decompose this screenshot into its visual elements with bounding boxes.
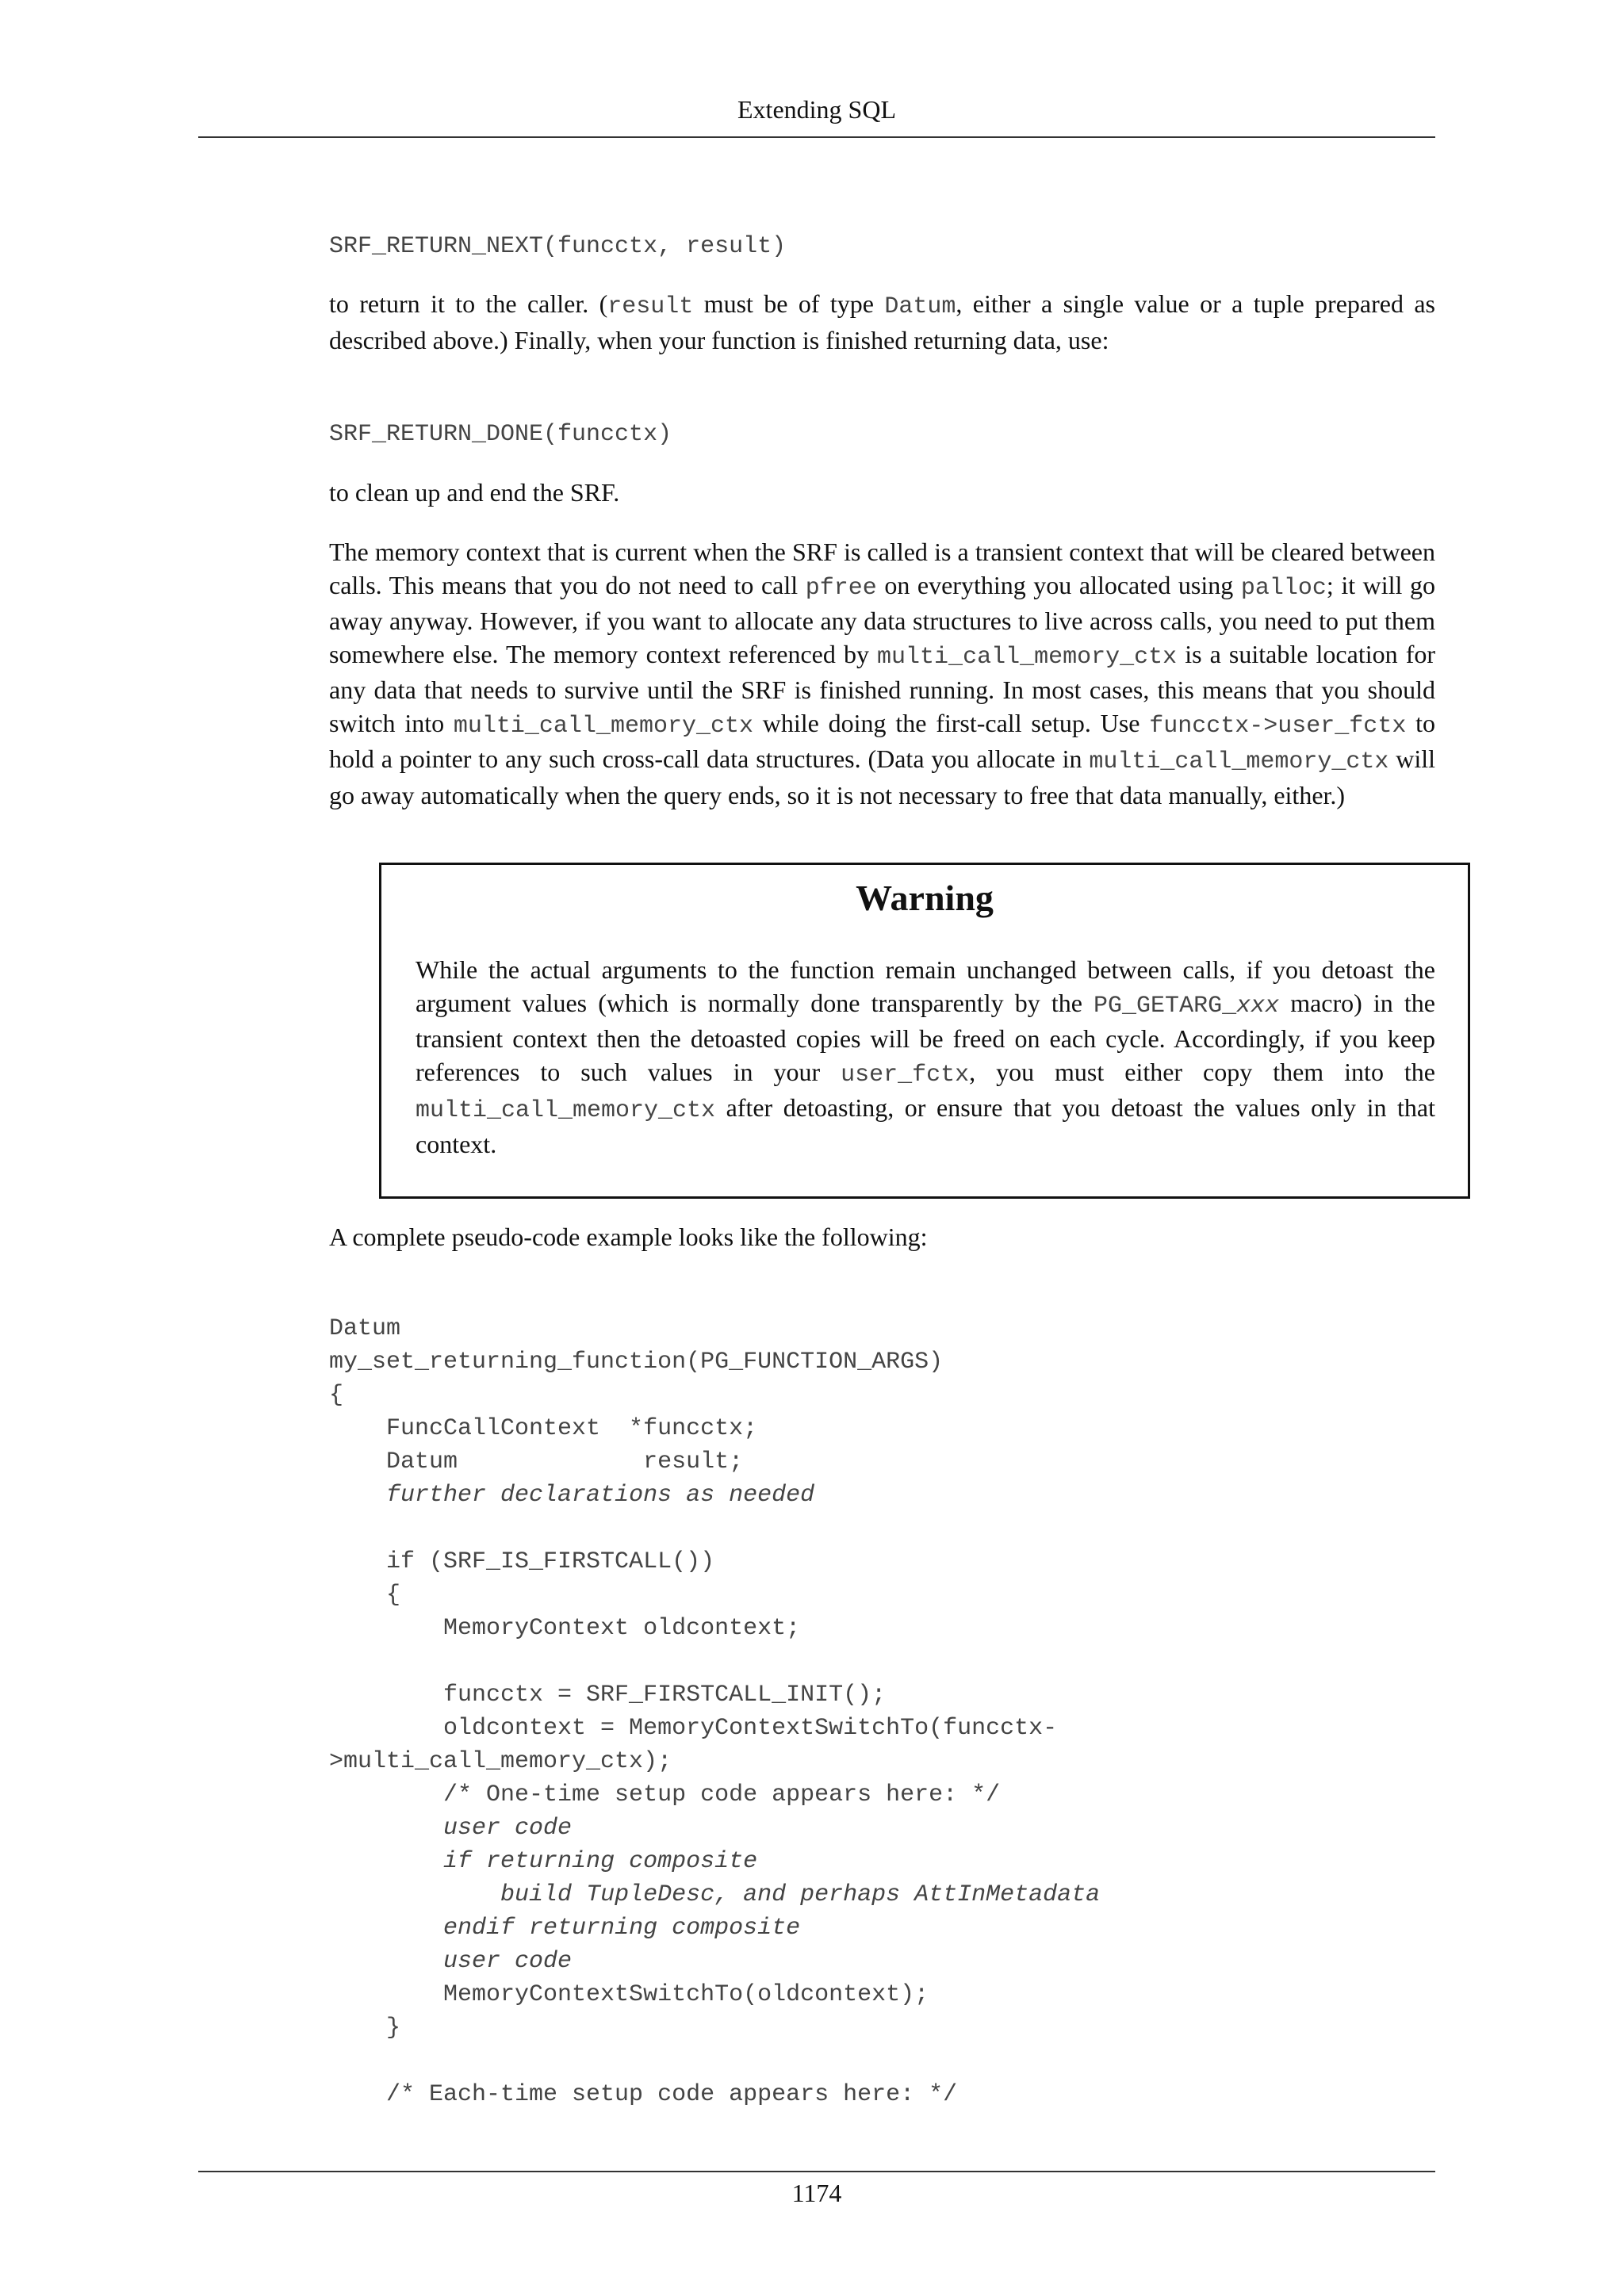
paragraph-memory-context: The memory context that is current when the SRF is called is a transient context that will be cleared between calls. This means that you do not need to call pfree on everything you allocated using palloc; it will go away anyway. However, if you want to allocate any data structures to live across calls, you need to put them somewhere else. The memory context referenced by multi_call_memory_ctx is a suitable location for any data that needs to survive until the SRF is finished running. In most cases, this means that you should switch into multi_call_memory_ctx while doing the first-call setup. Use funcctx->user_fctx to hold a pointer to any such cross-call data structures. (Data you allocate in multi_call_memory_ctx will go away automatically when the query ends, so it is not necessary to free that data manually, either.)	[329, 538, 1436, 809]
code-line: /* One-time setup code appears here: */	[329, 1781, 1001, 1808]
code-line: {	[329, 1582, 401, 1609]
code-line: Datum result;	[329, 1448, 744, 1475]
paragraph-example-intro: A complete pseudo-code example looks like the following:	[329, 1223, 928, 1251]
code-line-placeholder: endif returning composite	[443, 1915, 801, 1942]
code-line-placeholder: user code	[443, 1815, 573, 1842]
code-line: MemoryContext oldcontext;	[329, 1615, 801, 1642]
code-line: oldcontext = MemoryContextSwitchTo(funcctx-	[329, 1715, 1058, 1742]
code-line: my_set_returning_function(PG_FUNCTION_ARGS)	[329, 1349, 944, 1376]
code-line-placeholder: further declarations as needed	[386, 1482, 815, 1509]
code-line-placeholder: if returning composite	[443, 1848, 758, 1875]
running-header: Extending SQL	[737, 95, 896, 124]
code-example	[329, 1312, 1100, 2111]
code-line: }	[329, 2015, 401, 2042]
footer-rule	[198, 2171, 1435, 2172]
code-line: FuncCallContext *funcctx;	[329, 1415, 758, 1442]
header-rule	[198, 136, 1435, 138]
code-line: {	[329, 1382, 344, 1409]
paragraph-return-caller: to return it to the caller. (result must be of type Datum, either a single value or a tuple prepared as described above.) Finally, when your function is finished returning data, use:	[329, 289, 1436, 354]
code-srf-return-done: SRF_RETURN_DONE(funcctx)	[329, 421, 672, 448]
code-line-placeholder: build TupleDesc, and perhaps AttInMetadata	[500, 1881, 1101, 1908]
code-line-placeholder: user code	[443, 1948, 573, 1975]
code-line: if (SRF_IS_FIRSTCALL())	[329, 1548, 715, 1575]
code-line: /* Each-time setup code appears here: */	[329, 2081, 958, 2108]
paragraph-cleanup: to clean up and end the SRF.	[329, 478, 620, 507]
warning-box	[379, 863, 1470, 1199]
code-line: funcctx = SRF_FIRSTCALL_INIT();	[329, 1682, 887, 1709]
code-line: MemoryContextSwitchTo(oldcontext);	[329, 1981, 929, 2008]
page-number: 1174	[791, 2179, 842, 2207]
code-srf-return-next: SRF_RETURN_NEXT(funcctx, result)	[329, 233, 787, 260]
code-line: >multi_call_memory_ctx);	[329, 1748, 672, 1775]
warning-title: Warning	[856, 878, 994, 918]
code-line: Datum	[329, 1315, 401, 1342]
warning-text: While the actual arguments to the function remain unchanged between calls, if you detoast the argument values (which is normally done transparently by the PG_GETARG_xxx macro) in the transient context then the detoasted copies will be freed on each cycle. Accordingly, if you keep references to such values in your user_fctx, you must either copy them into the multi_call_memory_ctx after detoasting, or ensure that you detoast the values only in that context.	[416, 955, 1436, 1158]
